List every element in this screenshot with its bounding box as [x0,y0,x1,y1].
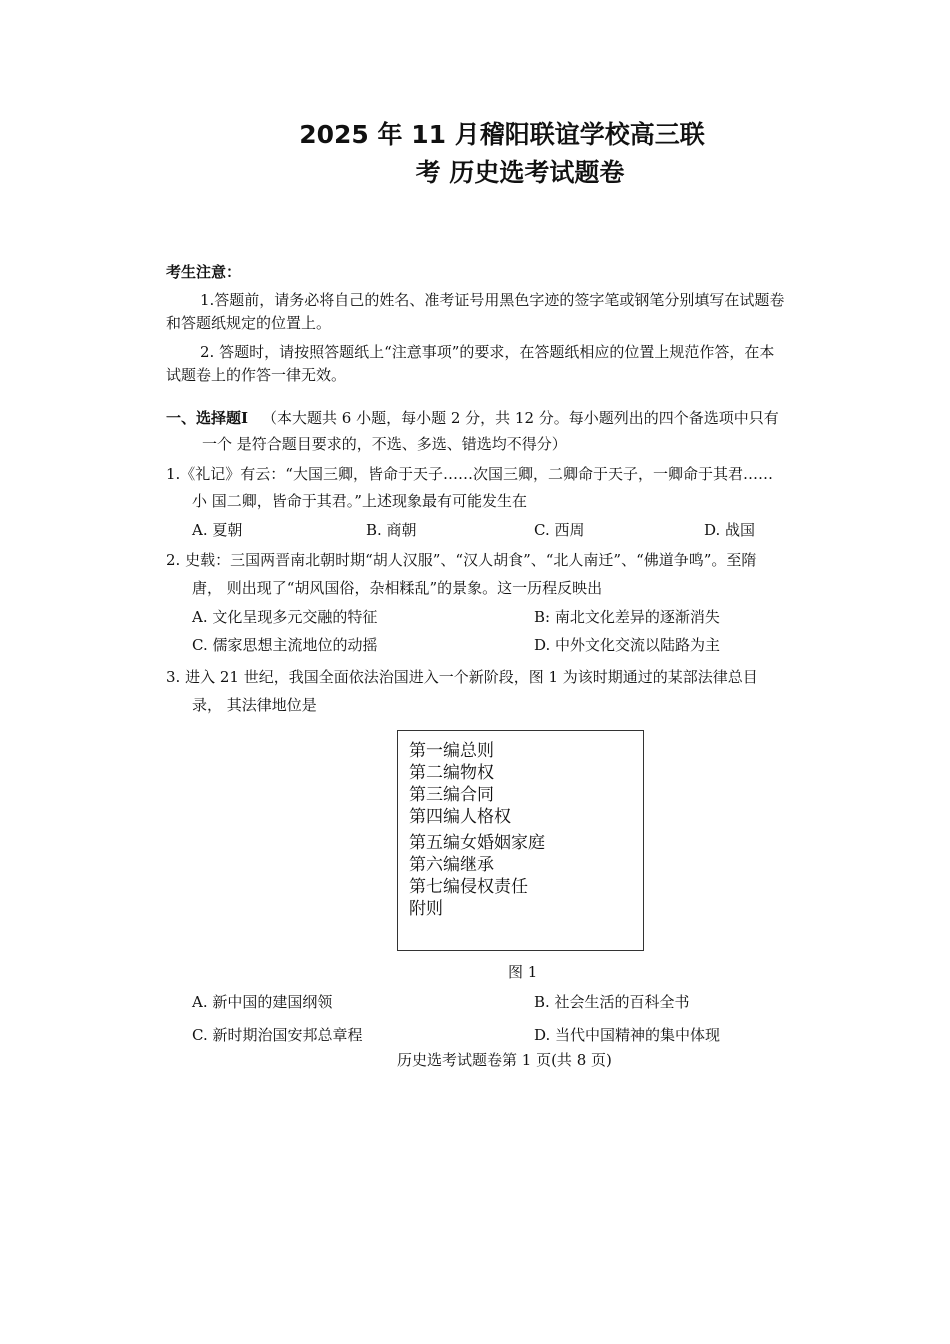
figure-item: 第七编侵权责任 [409,877,528,897]
figure-item: 第五编女婚姻家庭 [409,833,545,853]
exam-title-line2: 考 历史选考试题卷 [415,158,625,187]
q2-option-d: D. 中外文化交流以陆路为主 [534,636,721,654]
figure-caption: 图 1 [508,963,538,981]
q1-stem-line1: 1.《礼记》有云：“大国三卿，皆命于天子……次国三卿，二卿命于天子，一卿命于其君…… [166,465,773,483]
notice-item1-line2: 和答题纸规定的位置上。 [166,314,332,332]
q1-option-c: C. 西周 [534,521,585,539]
q3-option-a: A. 新中国的建国纲领 [192,993,333,1011]
q3-option-b: B. 社会生活的百科全书 [534,993,690,1011]
figure-item: 第三编合同 [409,785,494,805]
q1-option-b: B. 商朝 [366,521,417,539]
q2-stem-line1: 2. 史载：三国两晋南北朝时期“胡人汉服”、“汉人胡食”、“北人南迁”、“佛道争鸣”。至隋 [166,551,757,569]
section1-desc-line2: 一个 是符合题目要求的，不选、多选、错选均不得分） [202,435,567,453]
q2-option-a: A. 文化呈现多元交融的特征 [192,608,378,626]
q3-stem-line1: 3. 进入 21 世纪，我国全面依法治国进入一个新阶段，图 1 为该时期通过的某部法律总目 [166,668,758,686]
q2-option-c: C. 儒家思想主流地位的动摇 [192,636,378,654]
q2-stem-line2: 唐， 则出现了“胡风国俗，杂相糅乱”的景象。这一历程反映出 [192,579,603,597]
section1-label: 一、选择题Ⅰ [166,409,249,427]
notice-item2-line1: 2. 答题时，请按照答题纸上“注意事项”的要求，在答题纸相应的位置上规范作答，在本 [200,343,775,361]
section1-desc-line1: （本大题共 6 小题，每小题 2 分，共 12 分。每小题列出的四个备选项中只有 [262,409,779,427]
q2-option-b: B: 南北文化差异的逐渐消失 [534,608,720,626]
figure-item: 第一编总则 [409,741,494,761]
q1-option-d: D. 战国 [704,521,756,539]
figure-item: 第二编物权 [409,763,494,783]
q1-stem-line2: 小 国二卿，皆命于其君。”上述现象最有可能发生在 [192,492,527,510]
notice-heading: 考生注意： [166,263,242,281]
figure-item: 第六编继承 [409,855,494,875]
q3-option-d: D. 当代中国精神的集中体现 [534,1026,721,1044]
figure-1-box [397,730,644,951]
notice-item2-line2: 试题卷上的作答一律无效。 [166,366,347,384]
q1-option-a: A. 夏朝 [192,521,243,539]
page-footer: 历史选考试题卷第 1 页(共 8 页) [397,1051,612,1069]
notice-item1-line1: 1.答题前，请务必将自己的姓名、准考证号用黑色字迹的签字笔或钢笔分别填写在试题卷 [200,291,785,309]
q3-stem-line2: 录， 其法律地位是 [192,696,317,714]
exam-title-line1: 2025 年 11 月稽阳联谊学校高三联 [299,120,705,149]
q3-option-c: C. 新时期治国安邦总章程 [192,1026,363,1044]
figure-item: 第四编人格权 [409,807,511,827]
figure-item: 附则 [409,899,443,919]
